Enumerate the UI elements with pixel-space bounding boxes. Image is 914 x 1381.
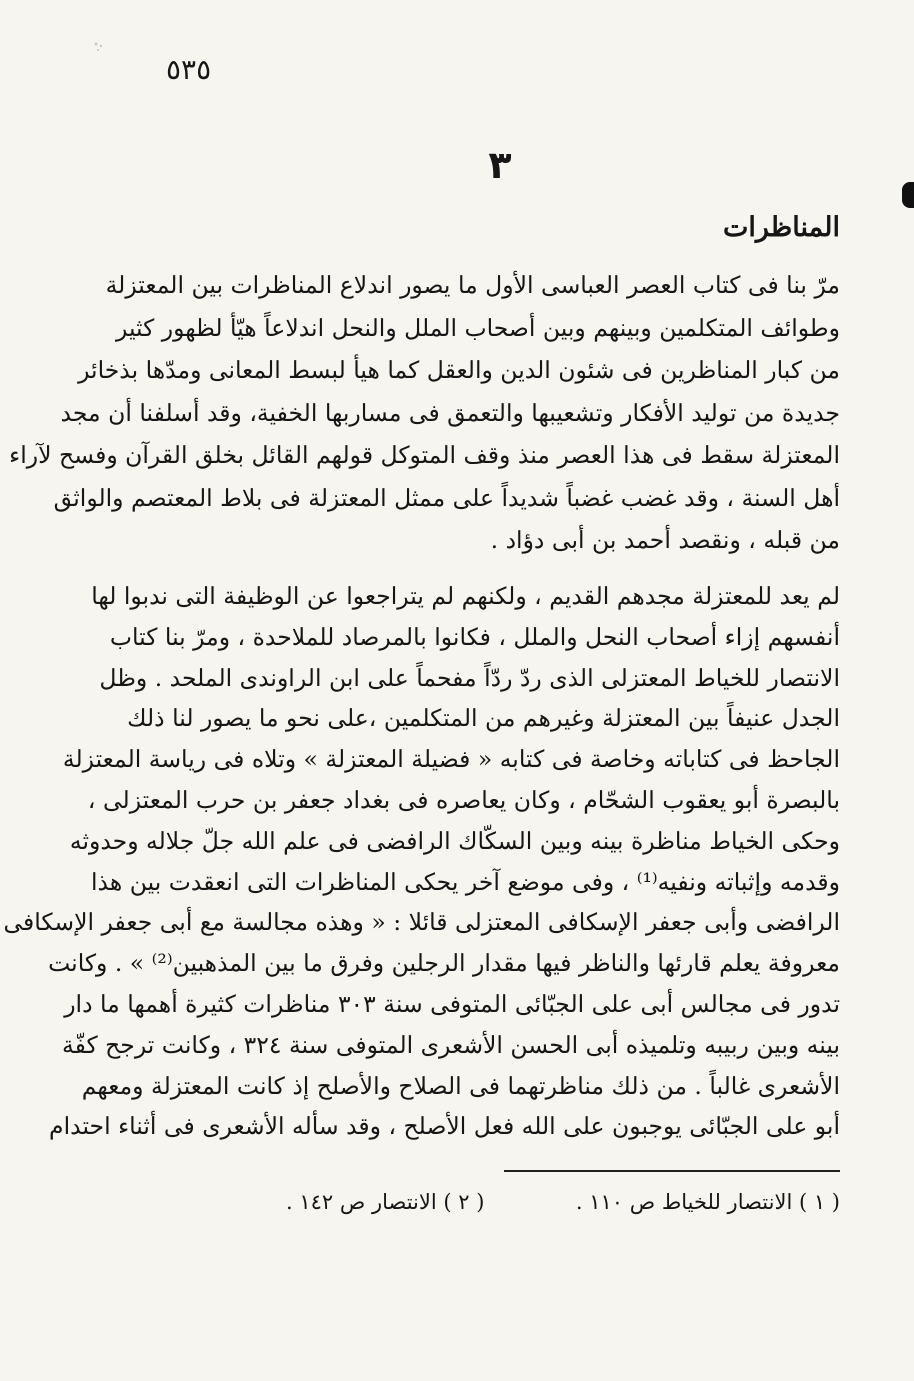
footnote-1: ( ١ ) الانتصار للخياط ص ١١٠ . xyxy=(575,1190,840,1214)
section-number: ٣ xyxy=(488,143,512,187)
paragraph-line: وحكى الخياط مناظرة بينه وبين السكّاك الرافضى فى علم الله جلّ جلاله وحدوثه xyxy=(69,826,840,855)
section-title: المناظرات xyxy=(722,212,840,243)
paragraph-line: الجدل عنيفاً بين المعتزلة وغيرهم من المتكلمين ،على نحو ما يصور لنا ذلك xyxy=(127,704,840,733)
paragraph-line: بينه وبين ربيبه وتلميذه أبى الحسن الأشعرى المتوفى سنة ٣٢٤ ، وكانت ترجح كفّة xyxy=(61,1030,840,1059)
margin-binding-mark xyxy=(902,182,914,208)
paragraph-1 xyxy=(9,264,840,562)
paragraph-line: الرافضى وأبى جعفر الإسكافى المعتزلى قائلا : « وهذه مجالسة مع أبى جعفر الإسكافى xyxy=(3,908,840,937)
paragraph-line: الانتصار للخياط المعتزلى الذى ردّ ردّاً مفحماً على ابن الراوندى الملحد . وظل xyxy=(99,663,840,692)
paragraph-line: الأشعرى غالباً . من ذلك مناظرتهما فى الصلاح والأصلح إذ كانت المعتزلة ومعهم xyxy=(81,1071,840,1100)
page-number: ٥٣٥ xyxy=(166,53,212,86)
paragraph-line: أهل السنة ، وقد غضب غضباً شديداً على ممثل المعتزلة فى بلاط المعتصم والواثق xyxy=(53,483,840,512)
paragraph-line: تدور فى مجالس أبى على الجبّائى المتوفى سنة ٣٠٣ مناظرات كثيرة أهمها ما دار xyxy=(64,989,840,1018)
paragraph-line: الجاحظ فى كتاباته وخاصة فى كتابه « فضيلة المعتزلة » وتلاه فى رياسة المعتزلة xyxy=(62,745,840,774)
paragraph-line: جديدة من توليد الأفكار وتشعيبها والتعمق فى مساربها الخفية، وقد أسلفنا أن مجد xyxy=(60,398,840,427)
faint-scan-mark xyxy=(93,40,105,54)
paragraph-line: من قبله ، ونقصد أحمد بن أبى دؤاد . xyxy=(490,526,840,554)
paragraph-line: أبو على الجبّائى يوجبون على الله فعل الأصلح ، وقد سأله الأشعرى فى أثناء احتدام xyxy=(49,1112,840,1141)
paragraph-line: معروفة يعلم قارئها والناظر فيها مقدار الرجلين وفرق ما بين المذهبين⁽²⁾ » . وكانت xyxy=(48,949,840,978)
footnotes xyxy=(246,1188,840,1216)
paragraph-line: وقدمه وإثباته ونفيه⁽¹⁾ ، وفى موضع آخر يحكى المناظرات التى انعقدت بين هذا xyxy=(91,867,840,896)
paragraph-line: من كبار المناظرين فى شئون الدين والعقل كما هيأ لبسط المعانى ومدّها بذخائر xyxy=(78,356,840,384)
footnote-2: ( ٢ ) الانتصار ص ١٤٢ . xyxy=(286,1190,485,1214)
footnote-divider xyxy=(504,1170,840,1172)
paragraph-line: وطوائف المتكلمين وبينهم وبين أصحاب الملل والنحل اندلاعاً هيّأ لظهور كثير xyxy=(115,313,840,342)
paragraph-2 xyxy=(3,576,840,1147)
paragraph-line: مرّ بنا فى كتاب العصر العباسى الأول ما يصور اندلاع المناظرات بين المعتزلة xyxy=(105,271,840,299)
paragraph-line: بالبصرة أبو يعقوب الشحّام ، وكان يعاصره فى بغداد جعفر بن حرب المعتزلى ، xyxy=(87,785,840,814)
paragraph-line: لم يعد للمعتزلة مجدهم القديم ، ولكنهم لم يتراجعوا عن الوظيفة التى ندبوا لها xyxy=(91,582,840,610)
paragraph-line: المعتزلة سقط فى هذا العصر منذ وقف المتوكل قولهم القائل بخلق القرآن وفسح لآراء xyxy=(9,441,840,469)
paragraph-line: أنفسهم إزاء أصحاب النحل والملل ، فكانوا بالمرصاد للملاحدة ، ومرّ بنا كتاب xyxy=(109,622,840,651)
